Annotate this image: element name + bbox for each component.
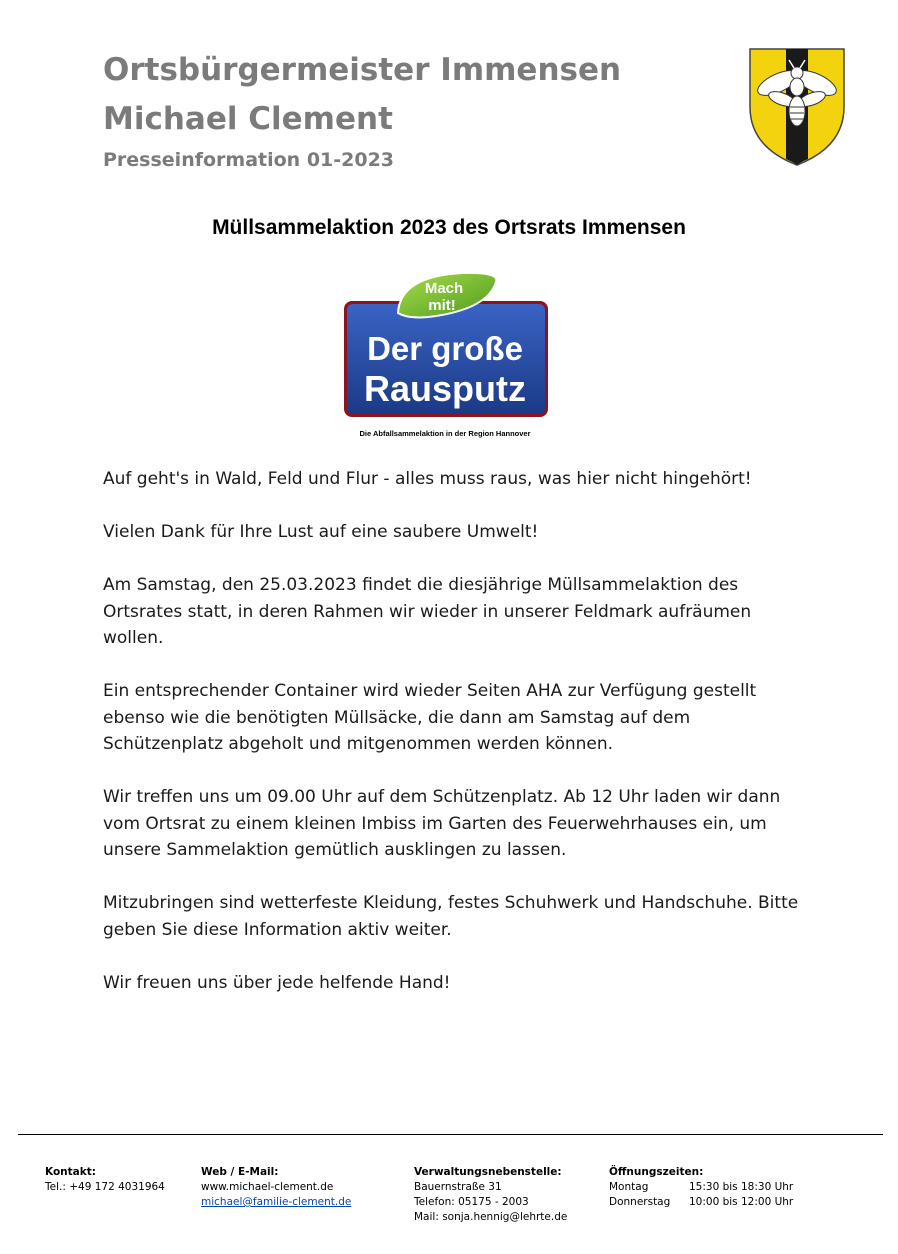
footer-office-street: Bauernstraße 31 [414, 1181, 502, 1193]
footer-contact-label: Kontakt: [45, 1166, 96, 1178]
footer-email-link[interactable]: michael@familie-clement.de [201, 1196, 352, 1208]
footer-office-label: Verwaltungsnebenstelle: [414, 1166, 562, 1178]
body-text [103, 466, 803, 1023]
paragraph: Mitzubringen sind wetterfeste Kleidung, festes Schuhwerk und Handschuhe. Bitte geben Sie diese Information aktiv weiter. [103, 893, 799, 940]
hours-day: Donnerstag [609, 1196, 671, 1208]
header-subtitle: Presseinformation 01-2023 [103, 149, 395, 171]
logo-badge-line1: Mach [424, 280, 464, 297]
header-title: Ortsbürgermeister Immensen [103, 52, 622, 88]
paragraph: Ein entsprechender Container wird wieder Seiten AHA zur Verfügung gestellt ebenso wie die benötigten Müllsäcke, die dann am Samstag auf dem Schützenplatz abgeholt und mitgenommen werden können. [103, 681, 757, 754]
logo-badge-line2: mit! [428, 297, 456, 314]
hours-time: 15:30 bis 18:30 Uhr [689, 1181, 794, 1193]
paragraph: Am Samstag, den 25.03.2023 findet die diesjährige Müllsammelaktion des Ortsrates statt, in deren Rahmen wir wieder in unserer Feldmark aufräumen wollen. [103, 575, 752, 648]
footer-web [201, 1165, 351, 1210]
footer-office [414, 1165, 567, 1225]
paragraph: Vielen Dank für Ihre Lust auf eine saubere Umwelt! [103, 522, 539, 542]
header-name: Michael Clement [103, 101, 393, 137]
paragraph: Wir freuen uns über jede helfende Hand! [103, 972, 451, 993]
logo-title-line2: Rausputz [364, 368, 526, 409]
footer-office-phone: Telefon: 05175 - 2003 [414, 1196, 529, 1208]
footer-website: www.michael-clement.de [201, 1181, 334, 1193]
paragraph: Wir treffen uns um 09.00 Uhr auf dem Schützenplatz. Ab 12 Uhr laden wir dann vom Ortsrat zu einem kleinen Imbiss im Garten des Feuerwehrhauses ein, um unsere Sammelaktion gemütlich ausklingen zu lassen. [103, 787, 781, 860]
logo-caption: Die Abfallsammelaktion in der Region Hannover [359, 429, 531, 438]
logo-title-line1: Der große [367, 330, 523, 367]
coat-of-arms-bee-icon [748, 47, 846, 167]
rausputz-logo [338, 268, 553, 440]
hours-time: 10:00 bis 12:00 Uhr [689, 1196, 794, 1208]
footer-divider [18, 1134, 883, 1135]
hours-day: Montag [609, 1181, 649, 1193]
footer-office-mail: Mail: sonja.hennig@lehrte.de [414, 1211, 568, 1223]
footer-web-label: Web / E-Mail: [201, 1166, 279, 1178]
headline: Müllsammelaktion 2023 des Ortsrats Immensen [212, 216, 686, 239]
footer-contact [45, 1165, 165, 1195]
hours-row [609, 1195, 793, 1210]
footer-hours-label: Öffnungszeiten: [609, 1166, 704, 1178]
footer-contact-phone: Tel.: +49 172 4031964 [45, 1181, 165, 1193]
paragraph: Auf geht's in Wald, Feld und Flur - alles muss raus, was hier nicht hingehört! [103, 469, 752, 489]
footer-hours [609, 1165, 793, 1210]
hours-row [609, 1180, 793, 1195]
